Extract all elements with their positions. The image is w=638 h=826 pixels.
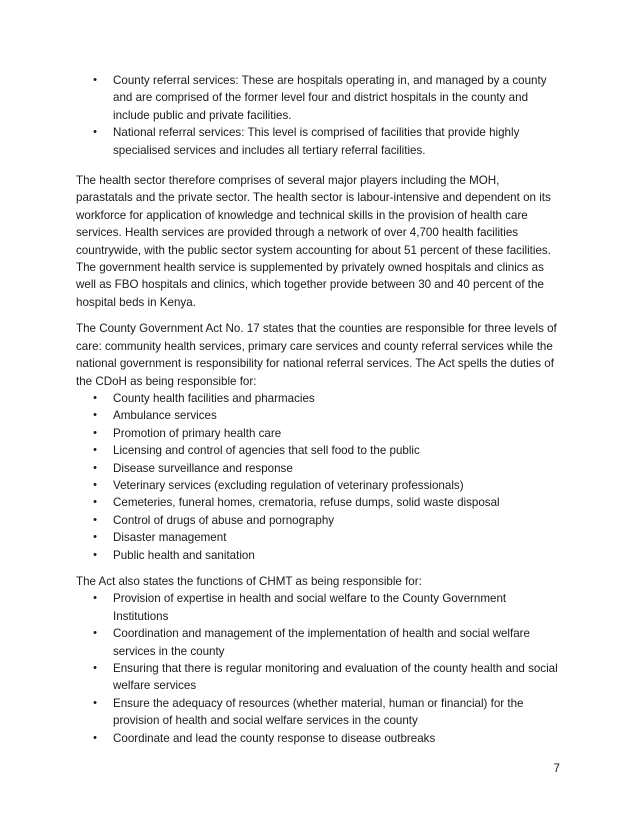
list-item-text: Licensing and control of agencies that sell food to the public xyxy=(113,444,420,458)
list-item-text: Promotion of primary health care xyxy=(113,426,282,440)
list-item xyxy=(76,625,558,660)
bullet-icon: • xyxy=(93,696,97,709)
bullet-icon: • xyxy=(93,461,97,474)
bullet-icon: • xyxy=(93,548,97,561)
list-item-text: Ensuring that there is regular monitoring and evaluation of the county health and social welfare services xyxy=(113,662,558,693)
chmt-functions-intro: The Act also states the functions of CHMT as being responsible for: xyxy=(76,574,422,588)
bullet-icon: • xyxy=(93,592,97,605)
list-item xyxy=(76,477,558,494)
list-item xyxy=(76,590,558,625)
chmt-functions-list xyxy=(76,590,558,747)
bullet-icon: • xyxy=(93,426,97,439)
list-item xyxy=(76,407,558,424)
list-item-text: Ensure the adequacy of resources (whether material, human or financial) for the provision of health and social welfare services in the county xyxy=(113,696,524,728)
bullet-icon: • xyxy=(93,662,97,674)
list-item-text: Control of drugs of abuse and pornography xyxy=(113,513,335,527)
county-government-act-paragraph: The County Government Act No. 17 states that the counties are responsible for three levels of care: community health services, primary care services and county referral services while the national government is responsibility for national referral services. The Act spells the duties of the CDoH as being responsible for: xyxy=(76,322,557,388)
bullet-icon: • xyxy=(93,496,97,509)
list-item xyxy=(76,72,558,124)
bullet-icon: • xyxy=(93,444,97,457)
list-item-text: Ambulance services xyxy=(113,409,217,423)
bullet-icon: • xyxy=(93,126,97,139)
bullet-icon: • xyxy=(93,513,97,526)
cdoh-duties-list xyxy=(76,390,558,564)
bullet-icon: • xyxy=(93,531,97,544)
list-item-text: Disaster management xyxy=(113,531,227,545)
list-item xyxy=(76,494,558,511)
list-item-text: Veterinary services (excluding regulation of veterinary professionals) xyxy=(113,478,464,492)
list-item-text: Coordinate and lead the county response to disease outbreaks xyxy=(113,731,436,745)
referral-levels-list xyxy=(76,72,558,159)
list-item-text: County referral services: These are hospitals operating in, and managed by a county and are comprised of the former level four and district hospitals in the county and include public and private facilities. xyxy=(113,74,547,122)
bullet-icon: • xyxy=(93,391,97,404)
list-item xyxy=(76,512,558,529)
list-item xyxy=(76,547,558,564)
list-item-text: Public health and sanitation xyxy=(113,548,255,562)
bullet-icon: • xyxy=(93,409,97,422)
page-number: 7 xyxy=(553,762,560,775)
list-item-text: National referral services: This level is comprised of facilities that provide highly specialised services and includes all tertiary referral facilities. xyxy=(113,126,520,157)
bullet-icon: • xyxy=(93,731,97,744)
list-item xyxy=(76,660,558,695)
list-item-text: Coordination and management of the implementation of health and social welfare services in the county xyxy=(113,627,530,658)
list-item xyxy=(76,442,558,459)
bullet-icon: • xyxy=(93,627,97,640)
list-item-text: Provision of expertise in health and social welfare to the County Government Institutions xyxy=(113,592,507,623)
bullet-icon: • xyxy=(93,74,97,86)
list-item xyxy=(76,124,558,159)
bullet-icon: • xyxy=(93,478,97,491)
list-item-text: Disease surveillance and response xyxy=(113,461,293,475)
list-item xyxy=(76,390,558,407)
list-item xyxy=(76,460,558,477)
page-content xyxy=(76,72,558,747)
list-item xyxy=(76,425,558,442)
list-item-text: County health facilities and pharmacies xyxy=(113,391,315,405)
list-item xyxy=(76,730,558,747)
list-item xyxy=(76,695,558,730)
list-item xyxy=(76,529,558,546)
health-sector-paragraph: The health sector therefore comprises of several major players including the MOH, parastatals and the private sector. The health sector is labour-intensive and dependent on its workforce for application of knowledge and technical skills in the provision of health care services. Health services are provided through a network of over 4,700 health facilities countrywide, with the public sector system accounting for about 51 percent of these facilities. The government health service is supplemented by privately owned hospitals and clinics as well as FBO hospitals and clinics, which together provide between 30 and 40 percent of the hospital beds in Kenya. xyxy=(76,174,551,309)
list-item-text: Cemeteries, funeral homes, crematoria, refuse dumps, solid waste disposal xyxy=(113,496,500,510)
